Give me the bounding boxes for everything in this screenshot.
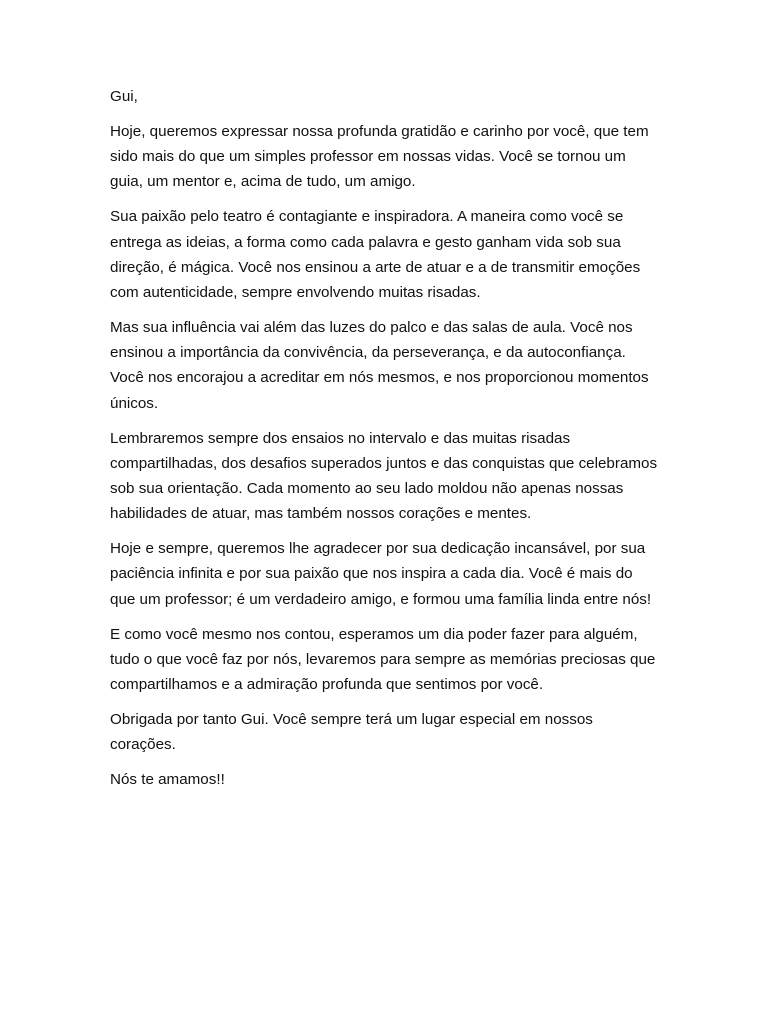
letter-paragraph-6: E como você mesmo nos contou, esperamos um dia poder fazer para alguém, tudo o que você faz por nós, levaremos para sempre as memórias preciosas que compartilhamos e a admiração profunda que sentimos por você.: [110, 625, 656, 694]
letter-closing: Nós te amamos!!: [110, 771, 225, 789]
letter-salutation: Gui,: [110, 88, 138, 105]
letter-paragraph-5: Hoje e sempre, queremos lhe agradecer por sua dedicação incansável, por sua paciência infinita e por sua paixão que nos inspira a cada dia. Você é mais do que um professor; é um verdadeiro amigo, e formou uma família linda entre nós!: [110, 540, 652, 608]
letter-paragraph-4: Lembraremos sempre dos ensaios no intervalo e das muitas risadas compartilhadas, dos desafios superados juntos e das conquistas que celebramos sob sua orientação. Cada momento ao seu lado moldou não apenas nossas habilidades de atuar, mas também nossos corações e mentes.: [110, 429, 658, 523]
letter-paragraph-7: Obrigada por tanto Gui. Você sempre terá um lugar especial em nossos corações.: [110, 711, 593, 754]
letter-body: [110, 84, 660, 802]
letter-paragraph-3: Mas sua influência vai além das luzes do palco e das salas de aula. Você nos ensinou a importância da convivência, da perseverança, e da autoconfiança. Você nos encorajou a acreditar em nós mesmos, e nos proporcionou momentos únicos.: [110, 319, 649, 412]
letter-paragraph-1: Hoje, queremos expressar nossa profunda gratidão e carinho por você, que tem sido mais do que um simples professor em nossas vidas. Você se tornou um guia, um mentor e, acima de tudo, um amigo.: [110, 123, 649, 191]
letter-paragraph-2: Sua paixão pelo teatro é contagiante e inspiradora. A maneira como você se entrega as ideias, a forma como cada palavra e gesto ganham vida sob sua direção, é mágica. Você nos ensinou a arte de atuar e a de transmitir emoções com autenticidade, sempre envolvendo muitas risadas.: [110, 208, 641, 302]
